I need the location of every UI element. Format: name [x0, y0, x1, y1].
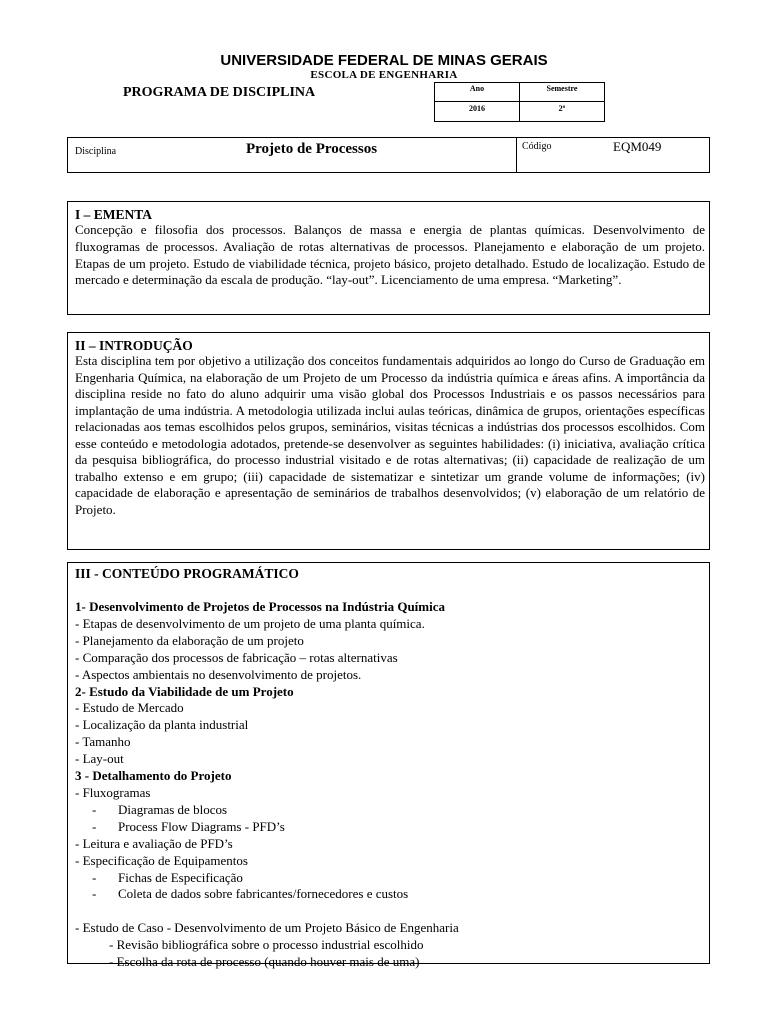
- year-label: Ano: [469, 84, 485, 93]
- discipline-divider: [516, 138, 517, 172]
- list-subitem: [75, 886, 705, 903]
- program-title: PROGRAMA DE DISCIPLINA: [123, 85, 316, 100]
- university-name: UNIVERSIDADE FEDERAL DE MINAS GERAIS: [220, 52, 548, 69]
- list-item: - Comparação dos processos de fabricação – rotas alternativas: [75, 649, 398, 665]
- conteudo-title: III - CONTEÚDO PROGRAMÁTICO: [75, 566, 299, 581]
- conteudo-list: [75, 599, 705, 971]
- code-label: Código: [522, 141, 552, 152]
- list-item: - Especificação de Equipamentos: [75, 852, 248, 868]
- list-item: - Tamanho: [75, 734, 131, 750]
- list-item: - Fluxogramas: [75, 784, 151, 800]
- conteudo-section: [67, 562, 710, 970]
- dash-marker: -: [92, 886, 97, 902]
- topic-heading: 1- Desenvolvimento de Projetos de Processos na Indústria Química: [75, 599, 445, 614]
- ementa-title: I – EMENTA: [75, 207, 153, 222]
- discipline-label: Disciplina: [75, 146, 117, 157]
- list-subitem: [75, 819, 705, 836]
- dash-marker: -: [92, 801, 97, 817]
- spacer: [75, 903, 705, 920]
- list-item: - Etapas de desenvolvimento de um projeto de uma planta química.: [75, 615, 425, 631]
- list-item: - Aspectos ambientais no desenvolvimento de projetos.: [75, 666, 362, 682]
- list-item: - Lay-out: [75, 751, 124, 767]
- subitem-text: Diagramas de blocos: [118, 801, 228, 817]
- dash-marker: -: [92, 869, 97, 885]
- year-semester-table: [434, 82, 605, 122]
- dash-marker: -: [92, 818, 97, 834]
- discipline-name: Projeto de Processos: [246, 141, 378, 157]
- code-value: EQM049: [613, 139, 662, 154]
- list-item: - Estudo de Mercado: [75, 700, 184, 716]
- discipline-box: [67, 137, 710, 173]
- list-item: - Localização da planta industrial: [75, 717, 249, 733]
- list-item: - Planejamento da elaboração de um projeto: [75, 632, 304, 648]
- spacer: [75, 582, 705, 599]
- list-item: - Estudo de Caso - Desenvolvimento de um Projeto Básico de Engenharia: [75, 920, 459, 936]
- semester-value: 2º: [558, 104, 566, 113]
- list-item: - Revisão bibliográfica sobre o processo industrial escolhido: [109, 937, 424, 953]
- introducao-text: Esta disciplina tem por objetivo a utilização dos conceitos fundamentais adquiridos ao longo do Curso de Graduação em Engenharia Química, na elaboração de um Projeto de um Processo da indústria química e áreas afins. A importância da disciplina reside no fato do aluno adquirir uma visão global dos Processos Industriais e os passos necessários para implantação de uma indústria. A metodologia utilizada inclui aulas teóricas, dinâmica de grupos, orientações específicas relacionadas aos temas escolhidos pelos grupos, seminários, visitas técnicas a indústrias dos processos escolhidos. Com esse conteúdo e metodologia adotados, pretende-se desenvolver as seguintes habilidades: (i) iniciativa, avaliação crítica da pesquisa bibliográfica, do processo industrial visitado e de rotas alternativas; (ii) capacidade de realização de um trabalho extenso e em grupo; (iii) capacidade de sistematizar e sintetizar um grande volume de informações; (iv) capacidade de elaboração e apresentação de seminários de trabalhos desenvolvidos; (v) elaboração de um relatório de Projeto.: [75, 353, 705, 517]
- semester-value-cell: [520, 102, 605, 122]
- list-item: - Leitura e avaliação de PFD’s: [75, 835, 233, 851]
- list-subitem: [75, 802, 705, 819]
- list-item: - Escolha da rota de processo (quando houver mais de uma): [109, 954, 420, 970]
- subitem-text: Coleta de dados sobre fabricantes/fornecedores e custos: [118, 886, 409, 902]
- semester-label: Semestre: [546, 84, 578, 93]
- topic-heading: 3 - Detalhamento do Projeto: [75, 768, 232, 784]
- year-value: 2016: [469, 104, 485, 113]
- ementa-text: Concepção e filosofia dos processos. Balanços de massa e energia de plantas químicas. Desenvolvimento de fluxogramas de processos. Avaliação de rotas alternativas de processos. Planejamento e elaboração de um projeto. Etapas de um projeto. Estudo de viabilidade técnica, projeto básico, projeto detalhado. Estudo de localização. Estudo de mercado e determinação da escala de produção. “lay-out”. Licenciamento de uma empresa. “Marketing”.: [75, 222, 705, 288]
- subitem-text: Fichas de Especificação: [118, 869, 243, 885]
- ementa-section: [67, 201, 710, 315]
- school-name: ESCOLA DE ENGENHARIA: [310, 69, 458, 81]
- introducao-section: [67, 332, 710, 550]
- introducao-title: II – INTRODUÇÃO: [75, 338, 193, 353]
- topic-heading: 2- Estudo da Viabilidade de um Projeto: [75, 683, 294, 699]
- subitem-text: Process Flow Diagrams - PFD’s: [118, 818, 285, 834]
- year-label-cell: [435, 83, 520, 102]
- year-value-cell: [435, 102, 520, 122]
- semester-label-cell: [520, 83, 605, 102]
- list-subitem: [75, 870, 705, 887]
